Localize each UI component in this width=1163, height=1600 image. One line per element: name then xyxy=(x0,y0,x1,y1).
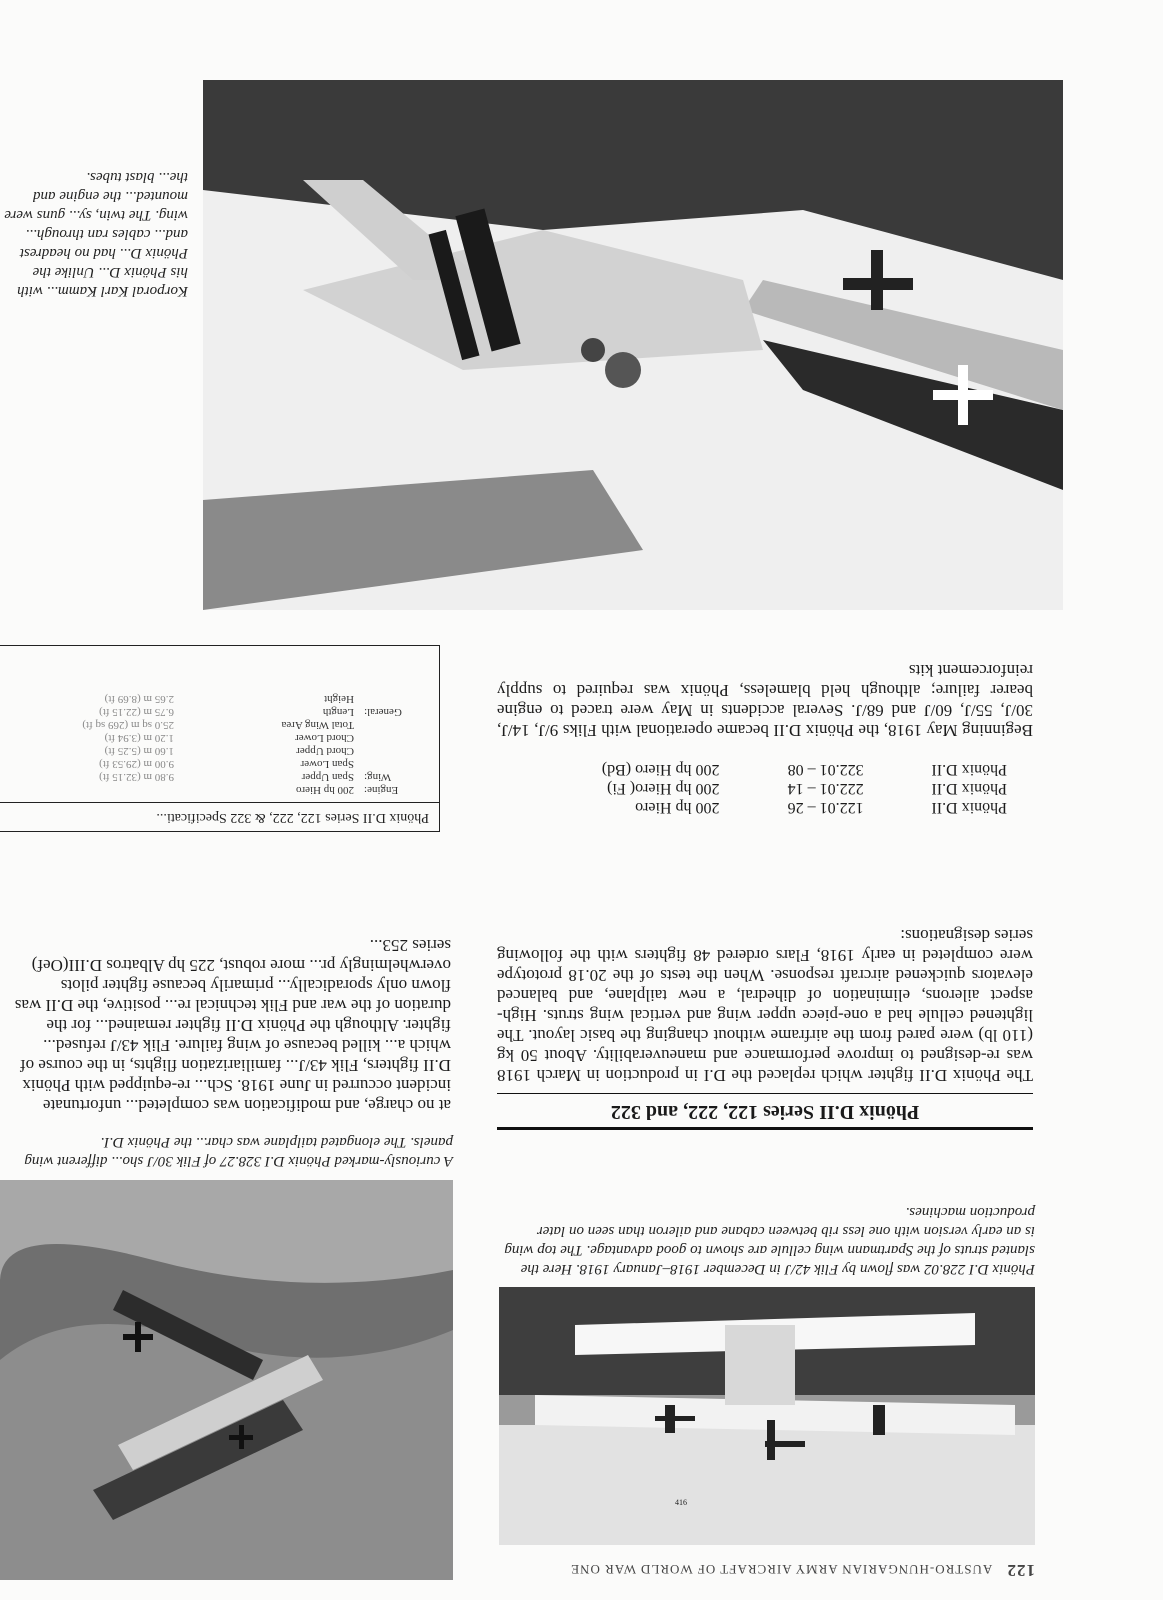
spec-category xyxy=(354,744,429,757)
series-engine: 200 hp Hiero xyxy=(635,799,720,816)
series-type: Phönix D.II xyxy=(931,761,1007,778)
spec-item: Chord Upper xyxy=(296,745,354,757)
caption-d1-32827: A curiously-marked Phönix D.I 328.27 of Flik 30/J sho... different wing panels. The elongated tailplane was char... the Phönix D.I. xyxy=(24,1134,453,1169)
spec-category xyxy=(354,731,429,744)
body-column-1 xyxy=(497,915,1033,1085)
spec-value: 1.20 m (3.94 ft) xyxy=(104,732,174,744)
spec-category xyxy=(354,718,429,731)
spec-item: Length xyxy=(322,706,354,718)
series-type: Phönix D.II xyxy=(931,780,1007,797)
spec-value: 1.60 m (5.25 ft) xyxy=(104,745,174,757)
spec-value xyxy=(54,783,174,796)
table-row xyxy=(513,779,1013,798)
series-engine: 200 hp Hiero( Fi) xyxy=(607,780,720,797)
table-row xyxy=(513,760,1013,779)
spec-category xyxy=(354,757,429,770)
spec-row xyxy=(9,744,429,757)
spec-item: Span Upper xyxy=(301,771,354,783)
running-head-title: AUSTRO-HUNGARIAN ARMY AIRCRAFT OF WORLD WAR ONE xyxy=(570,1562,993,1577)
caption-kamm: Korporal Karl Kamm... with his Phönix D... Unlike the Phönix D... had no headrest and... cables ran through... wing. The twin, sy... guns were mounted... the engine and the... blast tubes. xyxy=(4,169,188,299)
spec-row xyxy=(9,692,429,705)
page-number: 122 xyxy=(1006,1561,1035,1580)
spec-row xyxy=(9,705,429,718)
body-paragraph-2: Beginning May 1918, the Phönix D.II became operational with Fliks 9/J, 14/J, 30/J, 55/J, 60/J and 68/J. Several accidents in May were traced to engine bearer failure; although held blameless, Phönix was required to supply reinforcement kits xyxy=(497,661,1033,740)
spec-category xyxy=(354,692,429,705)
spec-value: 2.65 m (8.69 ft) xyxy=(104,693,174,705)
spec-category: Engine: xyxy=(364,784,399,796)
body-column-2-text: at no charge, and modification was completed... unfortunate incident occurred in June 1918. Sch... re-equipped with Phönix D.II fighters, Flik 43/J... familiarization flights, in the course of which a... killed because of wing failure. Flik 43/J refused... fighter. Although the Phönix D.II fighter remained... for the duration of the war and Flik technical re... positive, the D.II was flown only sporadically... primarily because fighter pilots overwhelmingly pr... more robust, 225 hp Albatros D.III(Oef) series 253... xyxy=(14,936,451,1115)
series-range: 222.01 – 14 xyxy=(787,780,864,797)
spec-row xyxy=(9,783,429,796)
body-paragraph-1: The Phönix D.II fighter which replaced the D.I in production in March 1918 was re-designed to improve performance and maneuverability. About 50 kg (110 lb) were pared from the airframe without changing the basic layout. The lightened cellule had a one-piece upper wing and vertical wing struts. High-aspect ailerons, elimination of dihedral, a new tailplane, and balanced elevators quickened aircraft response. When the tests of the 20.18 prototype were completed in early 1918, Flars ordered 48 fighters with the following series designations: xyxy=(497,926,1033,1085)
body-column-2 xyxy=(1,925,451,1115)
running-head xyxy=(570,1560,1035,1580)
series-range: 122.01 – 26 xyxy=(787,799,864,816)
photo-phonix-d1-32827 xyxy=(0,1180,453,1580)
series-table xyxy=(513,760,1013,817)
spec-value: 9.80 m (32.15 ft) xyxy=(99,771,174,783)
spec-item: Chord Lower xyxy=(295,732,354,744)
spec-rows xyxy=(0,686,439,802)
spec-row xyxy=(9,731,429,744)
spec-item: Height xyxy=(324,693,354,705)
spec-item: 200 hp Hiero xyxy=(295,784,354,796)
tail-number: 416 xyxy=(675,1498,687,1507)
spec-row xyxy=(9,718,429,731)
spec-row xyxy=(9,770,429,783)
spec-item: Span Lower xyxy=(300,758,354,770)
series-type: Phönix D.II xyxy=(931,799,1007,816)
spec-item: Total Wing Area xyxy=(281,719,354,731)
spec-value: 25.0 sq m (269 sq ft) xyxy=(82,719,174,731)
table-row xyxy=(513,798,1013,817)
photo-phonix-d2-pilot xyxy=(203,80,1063,610)
series-engine: 200 hp Hiero (Bd) xyxy=(601,761,720,778)
spec-title: Phönix D.II Series 122, 222, & 322 Specificati... xyxy=(0,802,439,831)
caption-d1-22802: Phönix D.I 228.02 was flown by Flik 42/J in December 1918–January 1918. Here the slanted struts of the Spartmann wing cellule are shown to good advantage. The top wing is an early version with one less rib between cabane and aileron than seen on later production machines. xyxy=(504,1204,1035,1277)
photo-phonix-d1-22802 xyxy=(499,1287,1035,1545)
spec-category: General: xyxy=(364,706,402,718)
body-column-1-continued xyxy=(497,650,1033,740)
spec-value: 6.75 m (22.15 ft) xyxy=(99,706,174,718)
spec-value: 9.00 m (29.53 ft) xyxy=(99,758,174,770)
section-title: Phönix D.II Series 122, 222, and 322 xyxy=(497,1093,1033,1130)
series-range: 322.01 – 08 xyxy=(787,761,864,778)
spec-category: Wing: xyxy=(364,771,392,783)
spec-row xyxy=(9,757,429,770)
specifications-box xyxy=(0,645,440,832)
